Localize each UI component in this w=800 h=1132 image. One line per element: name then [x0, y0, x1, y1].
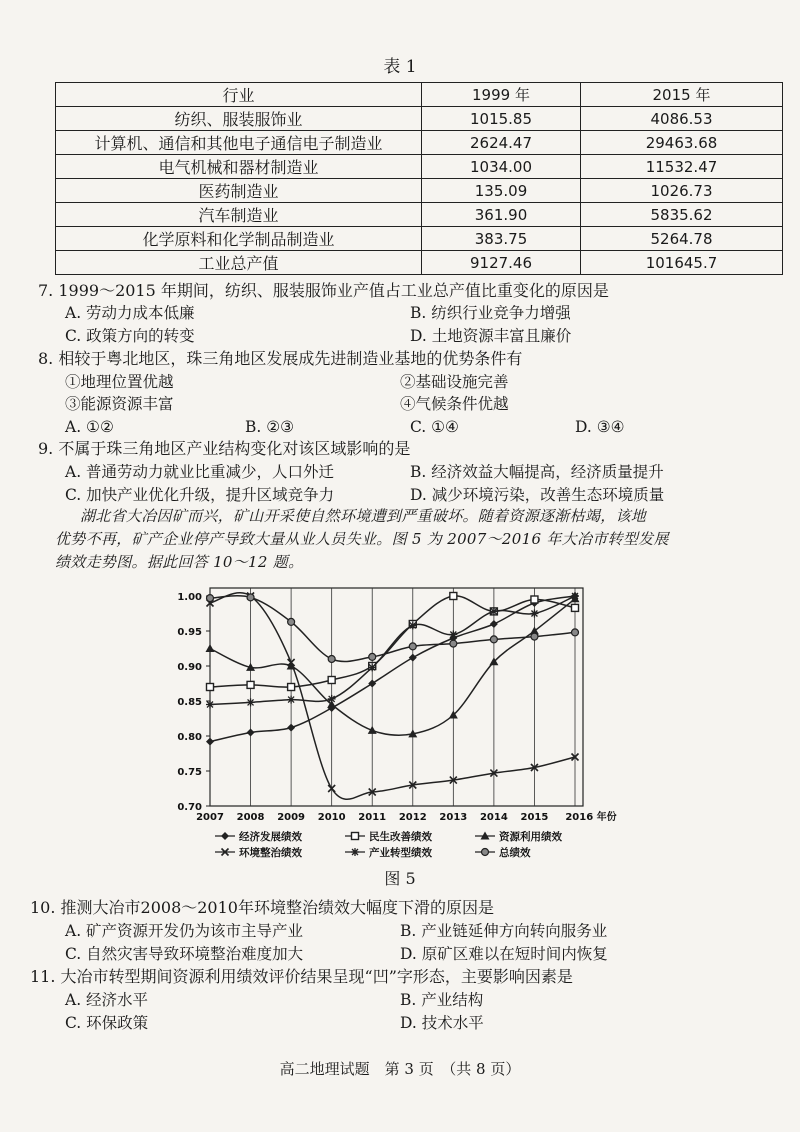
table-cell: 361.90	[422, 203, 581, 227]
q7-option-c: C. 政策方向的转变	[65, 327, 195, 345]
data-point-s5	[247, 698, 255, 706]
legend-label-5: 产业转型绩效	[369, 847, 432, 859]
legend-label-1: 经济发展绩效	[239, 831, 302, 843]
question-9-stem: 9. 不属于珠三角地区产业结构变化对该区域影响的是	[38, 439, 411, 458]
q9-option-a: A. 普通劳动力就业比重减少，人口外迁	[65, 463, 335, 481]
series-line-1	[210, 596, 575, 742]
data-point-s6	[207, 595, 214, 602]
x-tick-label: 2008	[236, 812, 265, 823]
data-point-s6	[531, 633, 538, 640]
figure-caption: 图 5	[384, 869, 416, 888]
data-point-s5	[449, 631, 457, 639]
data-point-s2	[450, 593, 457, 600]
q8-item-3: ③能源资源丰富	[65, 395, 174, 413]
legend-label-3: 资源利用绩效	[499, 831, 562, 843]
series-line-6	[210, 596, 575, 662]
table-cell: 11532.47	[581, 155, 783, 179]
q10-option-b: B. 产业链延伸方向转向服务业	[400, 922, 608, 940]
legend-marker-6	[482, 849, 489, 856]
table-cell: 1026.73	[581, 179, 783, 203]
data-point-s6	[490, 636, 497, 643]
table-row	[56, 107, 783, 131]
performance-chart	[170, 578, 617, 868]
legend-marker-5	[351, 848, 359, 856]
q10-option-a: A. 矿产资源开发仍为该市主导产业	[65, 922, 304, 940]
data-point-s5	[328, 695, 336, 703]
x-tick-label: 2014	[479, 812, 508, 823]
data-point-s6	[288, 618, 295, 625]
data-point-s6	[369, 653, 376, 660]
q10-option-d: D. 原矿区难以在短时间内恢复	[400, 945, 608, 963]
table-cell: 化学原料和化学制品制造业	[56, 227, 422, 251]
table-header-cell: 行业	[56, 83, 422, 107]
data-point-s5	[287, 696, 295, 704]
q11-option-c: C. 环保政策	[65, 1014, 149, 1032]
data-point-s5	[571, 592, 579, 600]
data-point-s3	[206, 644, 215, 652]
table-cell: 计算机、通信和其他电子通信电子制造业	[56, 131, 422, 155]
x-tick-label: 2016 年份	[565, 812, 617, 823]
table-cell: 1015.85	[422, 107, 581, 131]
q8-item-2: ②基础设施完善	[400, 373, 509, 391]
data-point-s5	[490, 607, 498, 615]
data-point-s1	[409, 654, 417, 662]
table-header-cell: 2015 年	[581, 83, 783, 107]
table-cell: 1034.00	[422, 155, 581, 179]
y-tick-label: 0.95	[177, 627, 202, 638]
table-cell: 29463.68	[581, 131, 783, 155]
data-point-s1	[368, 680, 376, 688]
table-cell: 工业总产值	[56, 251, 422, 275]
question-8-stem: 8. 相较于粤北地区，珠三角地区发展成先进制造业基地的优势条件有	[38, 349, 523, 368]
data-point-s1	[247, 729, 255, 737]
table-cell: 5264.78	[581, 227, 783, 251]
table-cell: 电气机械和器材制造业	[56, 155, 422, 179]
table-cell: 汽车制造业	[56, 203, 422, 227]
table-cell: 9127.46	[422, 251, 581, 275]
q9-option-b: B. 经济效益大幅提高，经济质量提升	[410, 463, 664, 481]
table-header-row	[56, 83, 783, 107]
data-point-s5	[530, 610, 538, 618]
intro-line-1: 湖北省大冶因矿而兴，矿山开采使自然环境遭到严重破坏。随着资源逐渐枯竭，该地	[80, 507, 647, 525]
legend-label-4: 环境整治绩效	[239, 847, 302, 859]
q8-option-d: D. ③④	[575, 418, 625, 436]
question-7-stem: 7. 1999～2015 年期间，纺织、服装服饰业产值占工业总产值比重变化的原因是	[38, 281, 609, 300]
data-point-s2	[531, 596, 538, 603]
data-point-s2	[288, 684, 295, 691]
q8-item-1: ①地理位置优越	[65, 373, 174, 391]
table-row	[56, 203, 783, 227]
data-point-s2	[247, 681, 254, 688]
table-cell: 4086.53	[581, 107, 783, 131]
data-point-s6	[247, 594, 254, 601]
x-tick-label: 2011	[358, 812, 387, 823]
legend-marker-2	[352, 833, 359, 840]
intro-line-2: 优势不再，矿产企业停产导致大量从业人员失业。图 5 为 2007～2016 年大冶市转型发展	[55, 530, 669, 548]
industry-table	[55, 82, 783, 275]
table-cell: 5835.62	[581, 203, 783, 227]
plot-frame	[210, 588, 583, 806]
table-row	[56, 179, 783, 203]
data-point-s5	[409, 621, 417, 629]
y-tick-label: 1.00	[177, 592, 202, 603]
q11-option-b: B. 产业结构	[400, 991, 484, 1009]
data-point-s6	[572, 629, 579, 636]
x-tick-label: 2009	[277, 812, 306, 823]
y-tick-label: 0.70	[177, 802, 202, 813]
table-title: 表 1	[383, 57, 417, 77]
question-11-stem: 11. 大冶市转型期间资源利用绩效评价结果呈现“凹”字形态，主要影响因素是	[30, 967, 573, 986]
table-row	[56, 131, 783, 155]
table-header-cell: 1999 年	[422, 83, 581, 107]
page-footer: 高二地理试题 第 3 页 （共 8 页）	[279, 1060, 521, 1078]
table-row	[56, 155, 783, 179]
data-point-s2	[328, 677, 335, 684]
series-line-4	[210, 593, 575, 800]
table-row	[56, 251, 783, 275]
q11-option-a: A. 经济水平	[65, 991, 149, 1009]
q7-option-b: B. 纺织行业竞争力增强	[410, 304, 571, 322]
data-point-s6	[328, 656, 335, 663]
x-tick-label: 2007	[196, 812, 224, 823]
legend-label-6: 总绩效	[499, 847, 531, 859]
y-tick-label: 0.80	[177, 732, 202, 743]
q8-item-4: ④气候条件优越	[400, 395, 509, 413]
table-row	[56, 227, 783, 251]
question-10-stem: 10. 推测大冶市2008～2010年环境整治绩效大幅度下滑的原因是	[30, 898, 494, 917]
data-point-s2	[207, 684, 214, 691]
data-point-s1	[287, 724, 295, 732]
data-point-s6	[450, 640, 457, 647]
data-point-s1	[490, 620, 498, 628]
data-point-s5	[368, 663, 376, 671]
intro-line-3: 绩效走势图。据此回答 10～12 题。	[55, 553, 304, 571]
q8-option-c: C. ①④	[410, 418, 459, 436]
q8-option-a: A. ①②	[65, 418, 114, 436]
table-cell: 383.75	[422, 227, 581, 251]
legend-label-2: 民生改善绩效	[369, 831, 432, 843]
y-tick-label: 0.90	[177, 662, 202, 673]
x-tick-label: 2013	[439, 812, 468, 823]
y-tick-label: 0.85	[177, 697, 202, 708]
table-cell: 医药制造业	[56, 179, 422, 203]
q9-option-d: D. 减少环境污染，改善生态环境质量	[410, 486, 665, 504]
q7-option-a: A. 劳动力成本低廉	[65, 304, 195, 322]
table-cell: 纺织、服装服饰业	[56, 107, 422, 131]
data-point-s5	[206, 701, 214, 709]
q10-option-c: C. 自然灾害导致环境整治难度加大	[65, 945, 304, 963]
data-point-s6	[409, 643, 416, 650]
table-cell: 101645.7	[581, 251, 783, 275]
x-tick-label: 2010	[317, 812, 346, 823]
legend-marker-1	[221, 832, 229, 840]
q11-option-d: D. 技术水平	[400, 1014, 484, 1032]
series-line-3	[210, 599, 575, 735]
data-point-s2	[572, 604, 579, 611]
table-cell: 135.09	[422, 179, 581, 203]
q9-option-c: C. 加快产业优化升级，提升区域竞争力	[65, 486, 335, 504]
table-cell: 2624.47	[422, 131, 581, 155]
x-tick-label: 2012	[398, 812, 427, 823]
q8-option-b: B. ②③	[245, 418, 295, 436]
chart-svg	[170, 578, 617, 868]
x-tick-label: 2015	[520, 812, 549, 823]
data-point-s1	[206, 738, 214, 746]
y-tick-label: 0.75	[177, 767, 202, 778]
q7-option-d: D. 土地资源丰富且廉价	[410, 327, 572, 345]
